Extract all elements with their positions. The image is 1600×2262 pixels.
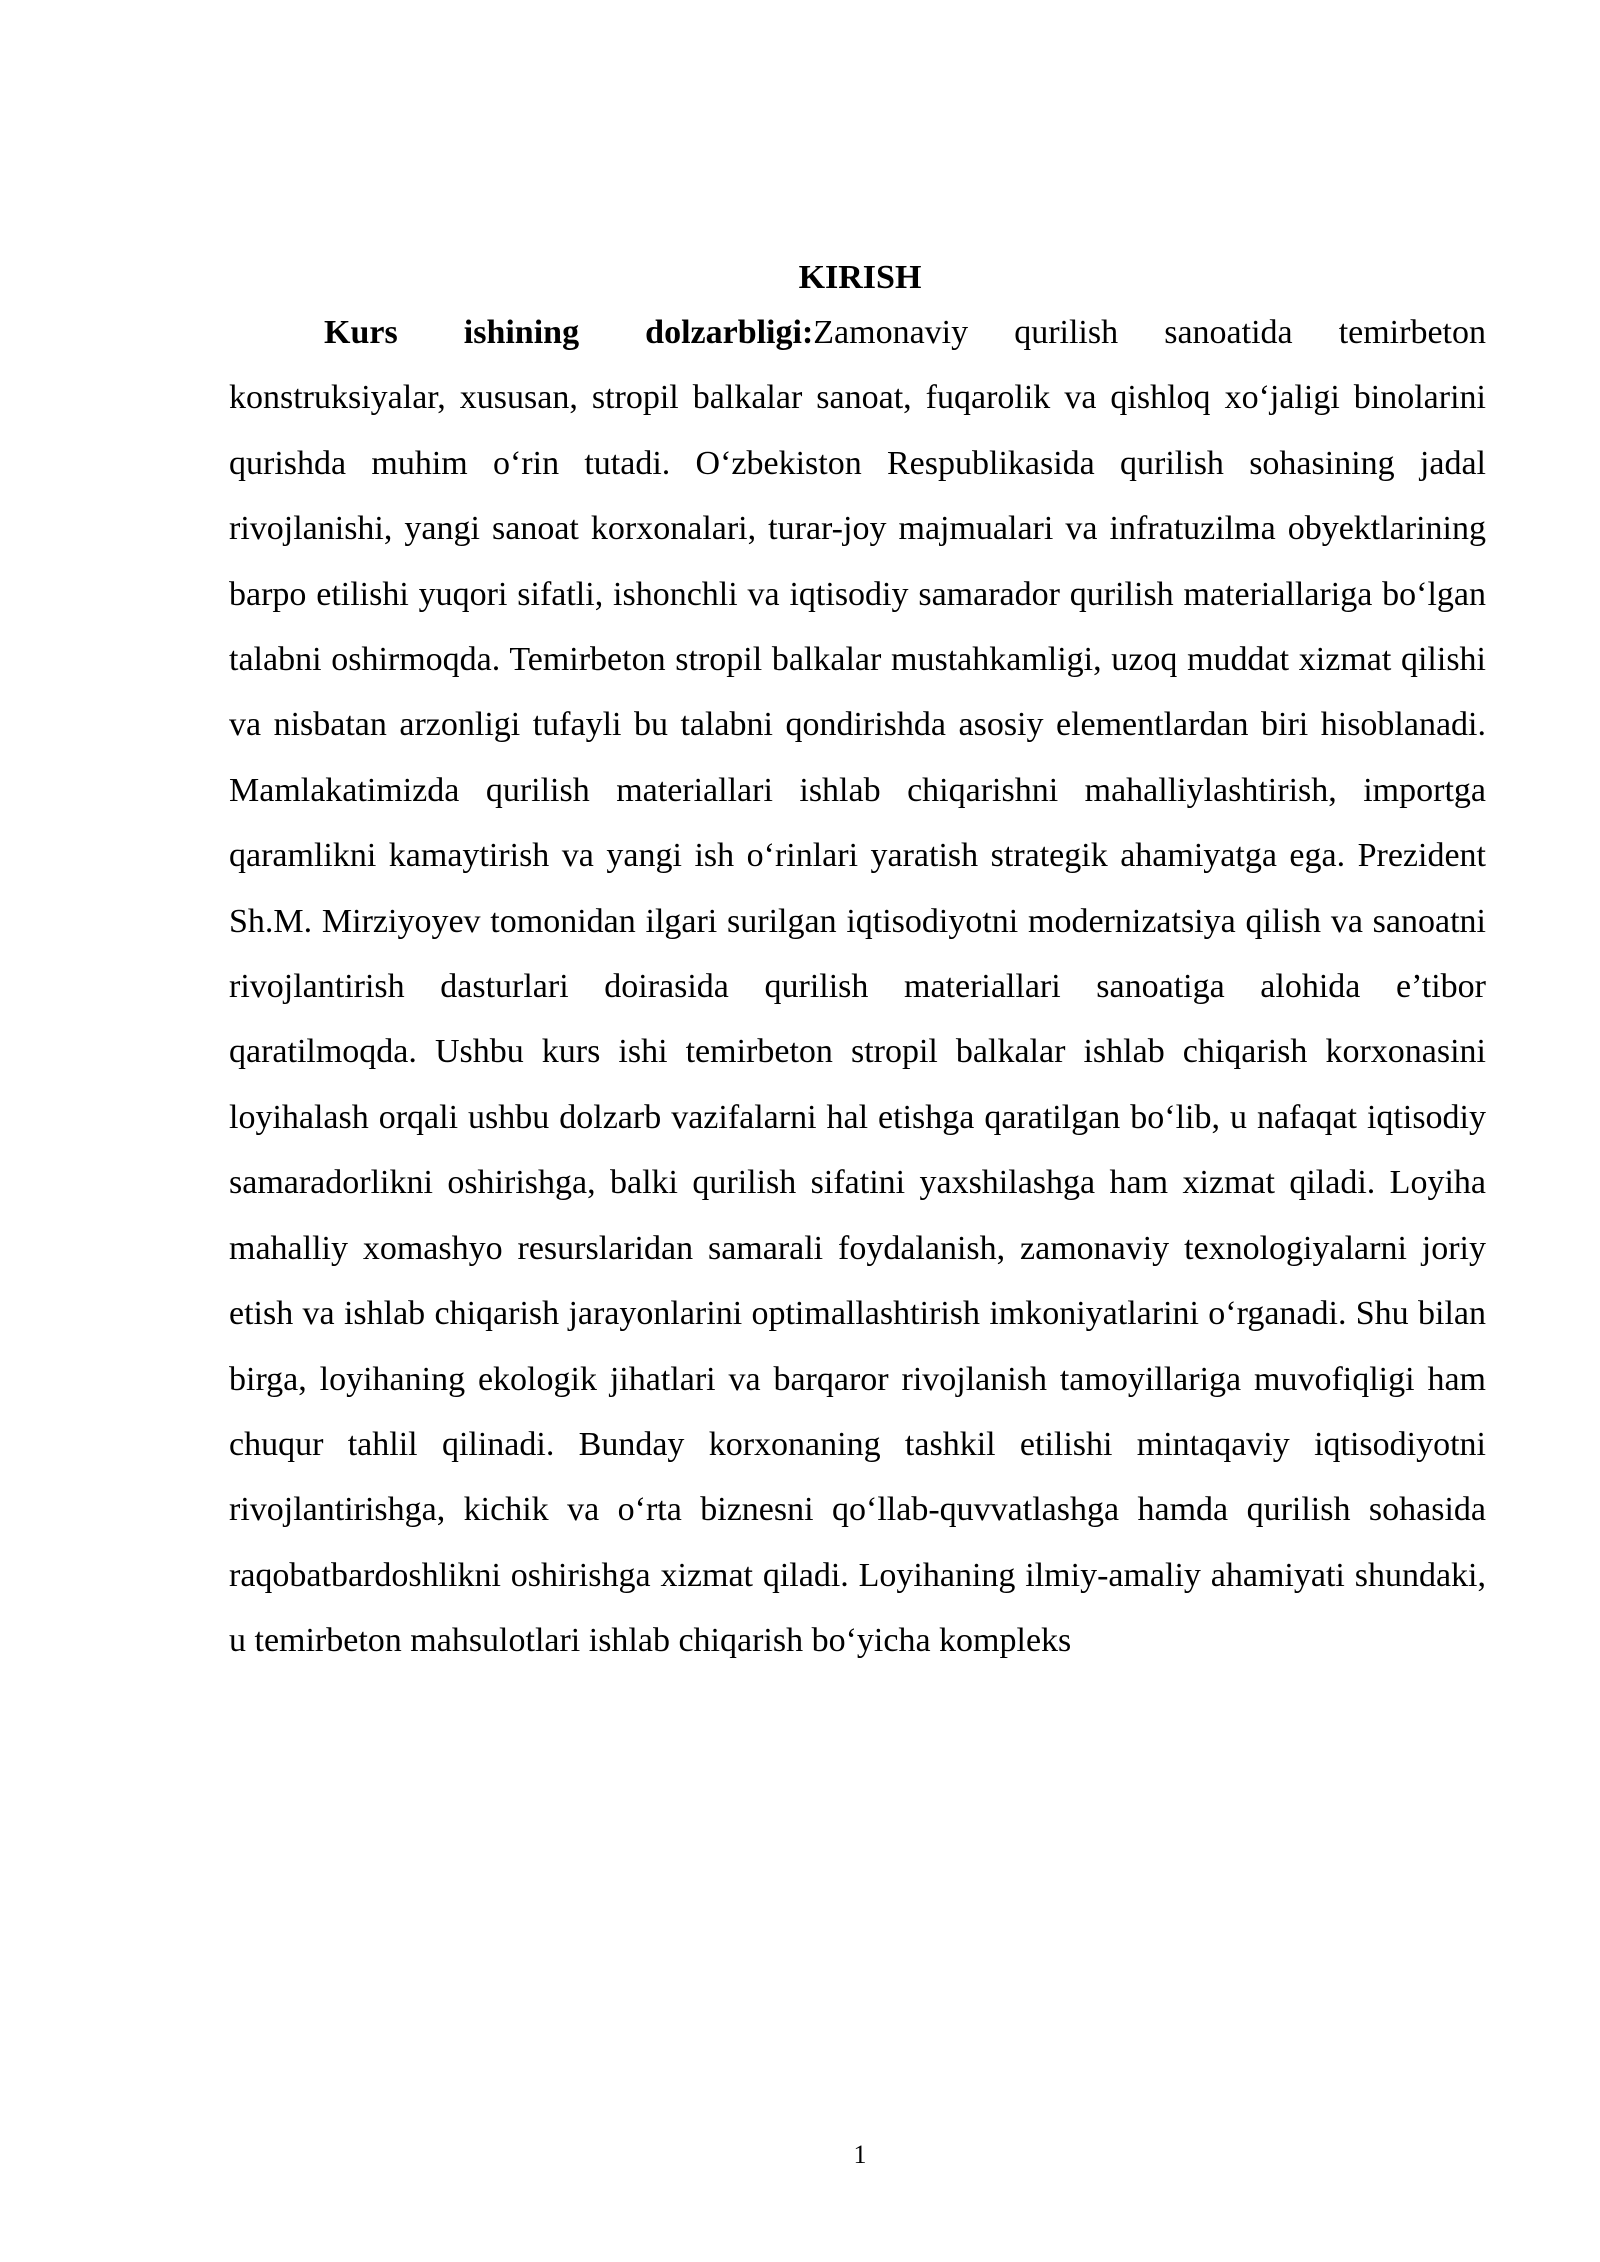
lead-phrase: Kurs ishining dolzarbligi: xyxy=(324,314,814,351)
body-paragraph xyxy=(229,300,1486,1674)
page-number: 1 xyxy=(853,2140,867,2169)
paragraph-text: Zamonaviy qurilish sanoatida temirbeton konstruksiyalar, xususan, stropil balkalar sanoat, fuqarolik va qishloq xo‘jaligi binolarini qurishda muhim o‘rin tutadi. O‘zbekiston Respublikasida qurilish sohasining jadal rivojlanishi, yangi sanoat korxonalari, turar-joy majmualari va infratuzilma obyektlarining barpo etilishi yuqori sifatli, ishonchli va iqtisodiy samarador qurilish materiallariga bo‘lgan talabni oshirmoqda. Temirbeton stropil balkalar mustahkamligi, uzoq muddat xizmat qilishi va nisbatan arzonligi tufayli bu talabni qondirishda asosiy elementlardan biri hisoblanadi. Mamlakatimizda qurilish materiallari ishlab chiqarishni mahalliylashtirish, importga qaramlikni kamaytirish va yangi ish o‘rinlari yaratish strategik ahamiyatga ega. Prezident Sh.M. Mirziyoyev tomonidan ilgari surilgan iqtisodiyotni modernizatsiya qilish va sanoatni rivojlantirish dasturlari doirasida qurilish materiallari sanoatiga alohida e’tibor qaratilmoqda. Ushbu kurs ishi temirbeton stropil balkalar ishlab chiqarish korxonasini loyihalash orqali ushbu dolzarb vazifalarni hal etishga qaratilgan bo‘lib, u nafaqat iqtisodiy samaradorlikni oshirishga, balki qurilish sifatini yaxshilashga ham xizmat qiladi. Loyiha mahalliy xomashyo resurslaridan samarali foydalanish, zamonaviy texnologiyalarni joriy etish va ishlab chiqarish jarayonlarini optimallashtirish imkoniyatlarini o‘rganadi. Shu bilan birga, loyihaning ekologik jihatlari va barqaror rivojlanish tamoyillariga muvofiqligi ham chuqur tahlil qilinadi. Bunday korxonaning tashkil etilishi mintaqaviy iqtisodiyotni rivojlantirishga, kichik va o‘rta biznesni qo‘llab-quvvatlashga hamda qurilish sohasida raqobatbardoshlikni oshirishga xizmat qiladi. Loyihaning ilmiy-amaliy ahamiyati shundaki, u temirbeton mahsulotlari ishlab chiqarish bo‘yicha kompleks xyxy=(229,314,1486,1660)
section-heading: KIRISH xyxy=(798,259,922,296)
